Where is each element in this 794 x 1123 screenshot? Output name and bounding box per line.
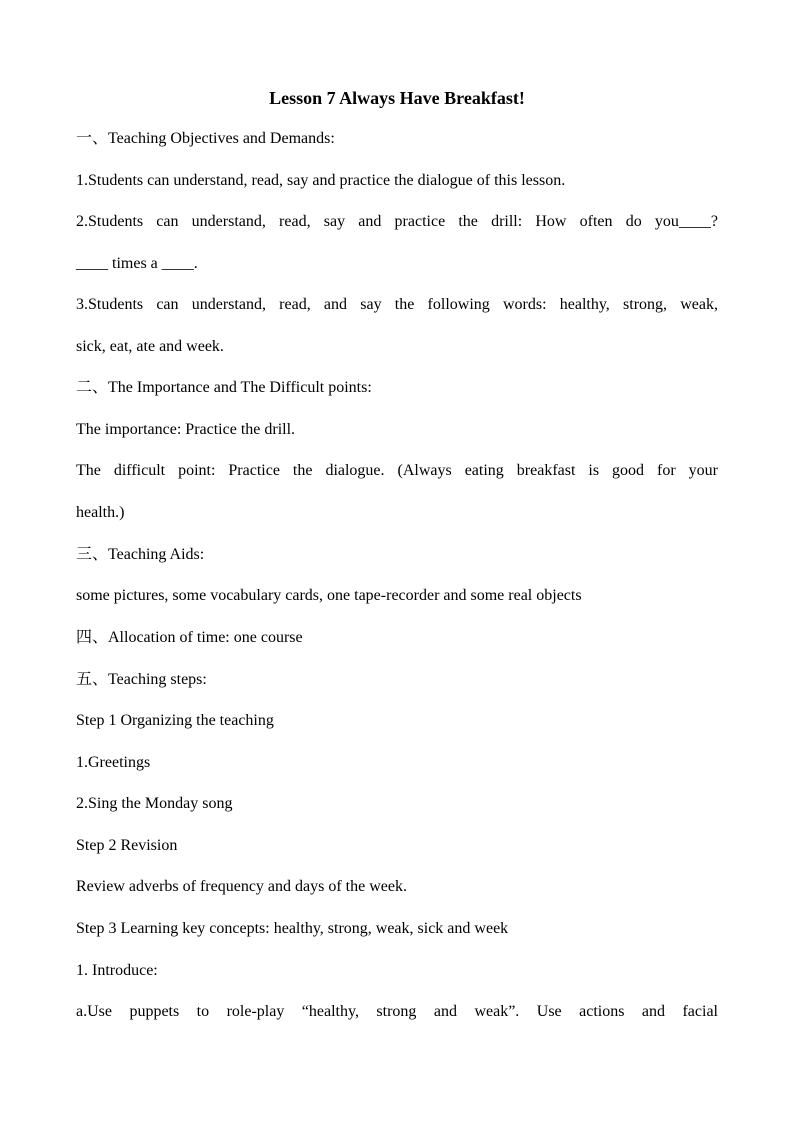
difficult-point-text: The difficult point: Practice the dialogue. (Always eating breakfast is good for your <box>76 462 718 479</box>
document-title: Lesson 7 Always Have Breakfast! <box>269 88 525 108</box>
step-3-item-1a: a.Use puppets to role-play “healthy, strong and weak”. Use actions and facial <box>76 1003 718 1020</box>
importance-text: The importance: Practice the drill. <box>76 421 296 438</box>
objective-1: 1.Students can understand, read, say and practice the dialogue of this lesson. <box>76 172 566 189</box>
objective-2: 2.Students can understand, read, say and practice the drill: How often do you____? <box>76 213 718 230</box>
section-heading-time: 四、Allocation of time: one course <box>76 629 303 646</box>
step-1-item-1: 1.Greetings <box>76 754 151 771</box>
section-heading-objectives: 一、Teaching Objectives and Demands: <box>76 130 335 147</box>
objective-2-continued: ____ times a ____. <box>76 255 198 272</box>
section-heading-aids: 三、Teaching Aids: <box>76 546 205 563</box>
step-3-item-1: 1. Introduce: <box>76 962 158 979</box>
step-1-heading: Step 1 Organizing the teaching <box>76 712 274 729</box>
section-heading-steps: 五、Teaching steps: <box>76 671 207 688</box>
step-3-heading: Step 3 Learning key concepts: healthy, strong, weak, sick and week <box>76 920 509 937</box>
objective-3: 3.Students can understand, read, and say the following words: healthy, strong, weak, <box>76 296 718 313</box>
step-2-heading: Step 2 Revision <box>76 837 178 854</box>
objective-3-continued: sick, eat, ate and week. <box>76 338 224 355</box>
aids-text: some pictures, some vocabulary cards, one tape-recorder and some real objects <box>76 587 582 604</box>
step-2-text: Review adverbs of frequency and days of the week. <box>76 878 407 895</box>
section-heading-importance: 二、The Importance and The Difficult points: <box>76 379 372 396</box>
difficult-point-continued: health.) <box>76 504 125 521</box>
step-1-item-2: 2.Sing the Monday song <box>76 795 233 812</box>
